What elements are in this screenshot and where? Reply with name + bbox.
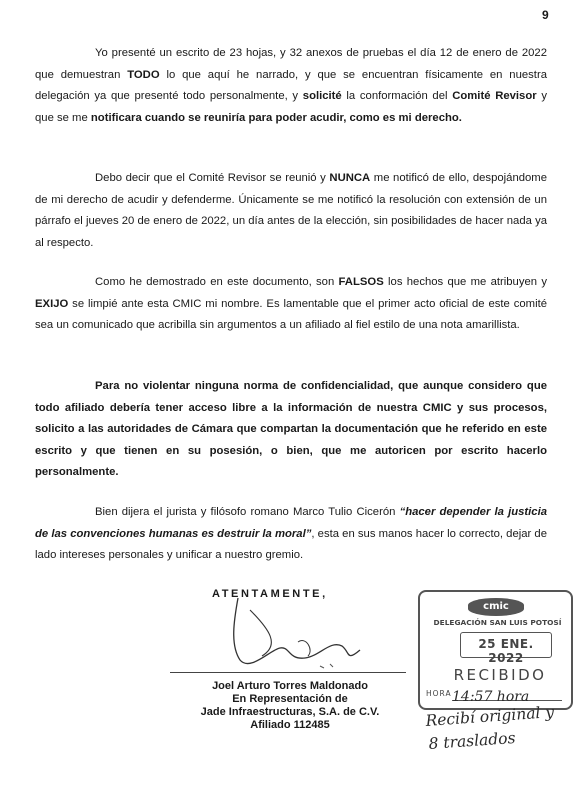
stamp-hour-label: HORA: [426, 689, 452, 698]
bold-text: FALSOS: [338, 276, 384, 288]
signer-affiliate: Afiliado 112485: [250, 719, 330, 731]
stamp-date-box: [460, 632, 552, 665]
signer-name: Joel Arturo Torres Maldonado: [212, 680, 368, 692]
quote: “hacer depender la justicia de las convenciones humanas es destruir la moral”: [35, 506, 547, 540]
text: Bien dijera el jurista y filósofo romano Marco Tulio Cicerón: [95, 506, 400, 518]
paragraph-ciceron: [35, 502, 547, 567]
text: la conformación del: [341, 90, 453, 102]
signer-role: En Representación de: [232, 693, 348, 705]
text: Debo decir que el Comité Revisor se reunió y: [95, 172, 330, 184]
text: Yo presenté un escrito de 23 hojas, y 32 anexos de pruebas el día 12 de enero de 2022 que demuestran: [35, 47, 547, 81]
bold-text: TODO: [127, 68, 160, 81]
text: Para no violentar ninguna norma de confidencialidad, que aunque considero que todo afiliado debería tener acceso libre a la información de nuestra CMIC y sus procesos, solicito a las autoridades de Cámara que compartan la documentación que he referido en este escrito y que tienen en su posesión, o bien, que me autoricen por escrito hacerlo personalmente.: [35, 380, 547, 478]
paragraph-comite: [35, 168, 547, 254]
bold-text: solicité: [302, 90, 342, 102]
signature-scribble: [210, 590, 370, 675]
signature-line: [170, 672, 406, 673]
handwritten-hour: 14:57 hora: [452, 689, 530, 705]
text: , esta en sus manos hacer lo correcto, dejar de lado intereses personales y unificar a nuestro gremio.: [35, 527, 547, 561]
handwritten-note-line1: Recibí original y: [425, 703, 555, 730]
text: se limpié ante esta CMIC mi nombre. Es lamentable que el primer acto oficial de este comité sea un comunicado que acribilla sin argumentos a un afiliado al fiel estilo de una nota amarillista.: [35, 297, 547, 331]
text: los hechos que me atribuyen y: [383, 276, 547, 288]
closing: ATENTAMENTE,: [212, 588, 328, 600]
bold-text: NUNCA: [329, 172, 371, 184]
stamp-delegation: DELEGACIÓN SAN LUIS POTOSÍ: [433, 618, 562, 627]
signer-company: Jade Infraestructuras, S.A. de C.V.: [200, 706, 380, 718]
bold-text: Comité Revisor: [452, 90, 537, 102]
bold-text: notificara cuando se reuniría para poder acudir, como es mi derecho.: [90, 111, 462, 124]
paragraph-confidencialidad: [35, 376, 547, 484]
text: me notificó de ello, despojándome de mi derecho de acudir y defenderme. Únicamente se me notificó la resolución con extensión de un párrafo el jueves 20 de enero de 2022, un día antes de la elección, sin posibilidades de hacer nada ya al respecto.: [35, 172, 547, 249]
paragraph-falsos: [35, 272, 547, 337]
stamp-date: 25 ENE. 2022: [478, 637, 534, 665]
signature-block: [160, 680, 420, 732]
text: Como he demostrado en este documento, son: [95, 276, 339, 288]
cmic-logo: cmic: [468, 598, 524, 616]
page-number: 9: [542, 8, 549, 22]
paragraph-escrito: [35, 43, 547, 129]
stamp-received: RECIBIDO: [453, 666, 547, 684]
handwritten-note-line2: 8 traslados: [428, 728, 517, 753]
text: lo que aquí he narrado, y que se encuentran físicamente en nuestra delegación ya que presenté todo personalmente, y: [35, 68, 547, 102]
bold-text: EXIJO: [35, 297, 69, 310]
text: y que se me: [35, 90, 547, 124]
